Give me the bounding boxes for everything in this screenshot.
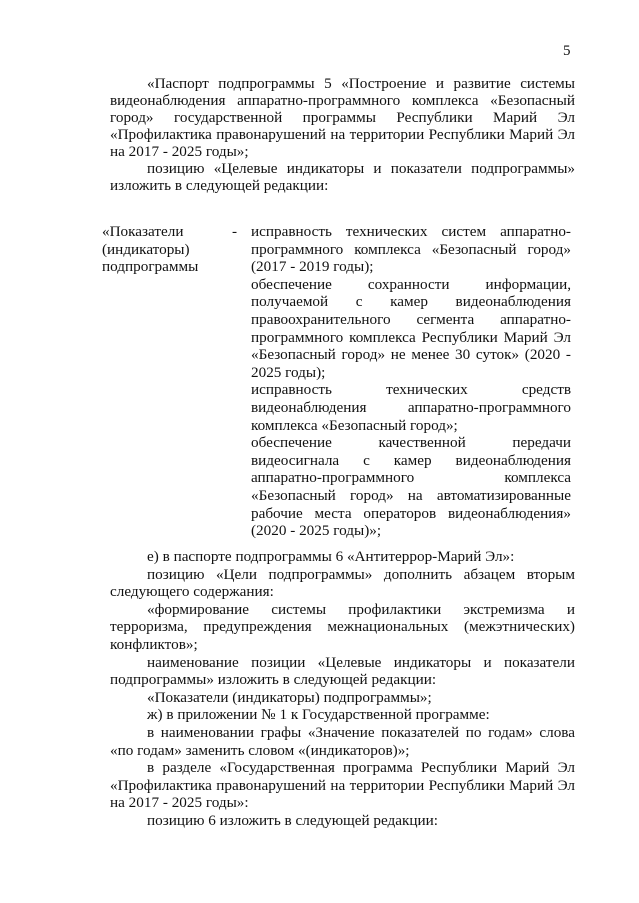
page-number: 5	[563, 43, 571, 59]
formation-paragraph: «формирование системы профилактики экстремизма и терроризма, предупреждения межнациональных (межэтнических) конфликтов»;	[110, 600, 575, 653]
indicator-item: обеспечение качественной передачи видеосигнала с камер видеонаблюдения аппаратно-программного комплекса «Безопасный город» на автоматизированные рабочие места операторов видеонаблюдения» (2020 - 2025 годы)»;	[251, 434, 571, 540]
table-dash: -	[232, 223, 238, 240]
goals-paragraph: позицию «Цели подпрограммы» дополнить абзацем вторым следующего содержания:	[110, 565, 575, 601]
amendments-section	[110, 548, 575, 830]
indicators-label-line: «Показатели	[102, 223, 184, 240]
indicator-item: исправность технических систем аппаратно-программного комплекса «Безопасный город» (2017 - 2019 годы);	[251, 223, 571, 276]
column-rename-paragraph: в наименовании графы «Значение показателей по годам» слова «по годам» заменить словом «(индикаторов)»;	[110, 723, 575, 759]
paragraph-e: е) в паспорте подпрограммы 6 «Антитеррор-Марий Эл»:	[147, 548, 515, 565]
indicator-item: исправность технических средств видеонаблюдения аппаратно-программного комплекса «Безопасный город»;	[251, 381, 571, 434]
passport-paragraph: «Паспорт подпрограммы 5 «Построение и развитие системы видеонаблюдения аппаратно-программного комплекса «Безопасный город» государственной программы Республики Марий Эл «Профилактика правонарушений на территории Республики Марий Эл на 2017 - 2025 годы»;	[110, 75, 575, 160]
indicators-title-paragraph: «Показатели (индикаторы) подпрограммы»;	[147, 688, 432, 706]
indicators-label-line: (индикаторы)	[102, 240, 190, 258]
indicator-item: обеспечение сохранности информации, получаемой с камер видеонаблюдения правоохранительного сегмента аппаратно-программного комплекса Республики Марий Эл «Безопасный город» не менее 30 суток» (2020 - 2025 годы);	[251, 275, 571, 381]
section-paragraph: в разделе «Государственная программа Республики Марий Эл «Профилактика правонарушений на территории Республики Марий Эл на 2017 - 2025 годы»:	[110, 759, 575, 812]
indicators-list	[251, 223, 571, 540]
naming-paragraph: наименование позиции «Целевые индикаторы и показатели подпрограммы» изложить в следующей редакции:	[110, 653, 575, 689]
indicators-label-line: подпрограммы	[102, 258, 199, 276]
paragraph-zh: ж) в приложении № 1 к Государственной программе:	[147, 706, 490, 724]
indicators-label-cell	[102, 223, 227, 276]
position-paragraph: позицию «Целевые индикаторы и показатели подпрограммы» изложить в следующей редакции:	[110, 160, 575, 194]
position-6-paragraph: позицию 6 изложить в следующей редакции:	[147, 811, 438, 829]
intro-section	[110, 75, 575, 194]
